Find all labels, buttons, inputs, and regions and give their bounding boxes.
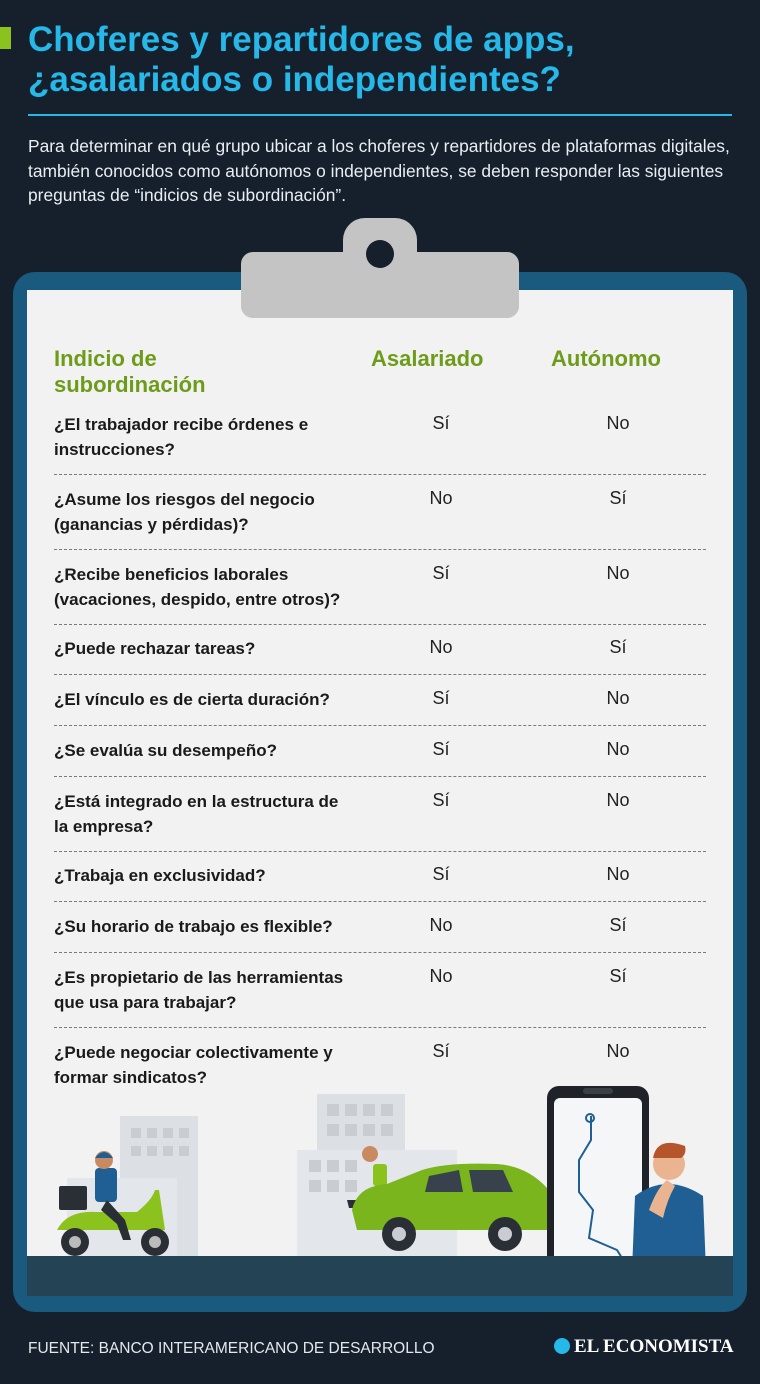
row-autonomo-value: No xyxy=(606,563,630,583)
row-autonomo-value: No xyxy=(606,413,630,433)
header-asalariado: Asalariado xyxy=(371,346,484,371)
page-title: Choferes y repartidores de apps, ¿asalariados o independientes? xyxy=(28,20,575,99)
row-asalariado-value: Sí xyxy=(432,563,450,583)
intro-text: Para determinar en qué grupo ubicar a los choferes y repartidores de plataformas digitales, también conocidos como autónomos o independientes, se deben responder las siguientes preguntas de “indicios de subordinación”. xyxy=(28,136,730,205)
row-autonomo-value: Sí xyxy=(609,966,627,986)
row-asalariado-value: Sí xyxy=(432,1041,450,1061)
row-autonomo-value: No xyxy=(606,688,630,708)
row-question: ¿Es propietario de las herramientas que usa para trabajar? xyxy=(54,968,344,1012)
row-divider xyxy=(54,952,706,953)
row-asalariado-value: No xyxy=(429,915,453,935)
header-indicio: Indicio de subordinación xyxy=(54,346,206,397)
row-asalariado-value: Sí xyxy=(432,413,450,433)
row-divider xyxy=(54,851,706,852)
row-autonomo-value: Sí xyxy=(609,488,627,508)
brand-logo xyxy=(554,1336,734,1358)
row-divider xyxy=(54,674,706,675)
row-question: ¿Se evalúa su desempeño? xyxy=(54,741,277,760)
row-autonomo-value: No xyxy=(606,739,630,759)
header-autonomo: Autónomo xyxy=(551,346,661,371)
row-divider xyxy=(54,725,706,726)
row-question: ¿Trabaja en exclusividad? xyxy=(54,866,266,885)
row-question: ¿Puede rechazar tareas? xyxy=(54,639,256,658)
street-ground xyxy=(27,1256,733,1296)
row-asalariado-value: No xyxy=(429,966,453,986)
row-autonomo-value: No xyxy=(606,1041,630,1061)
row-divider xyxy=(54,901,706,902)
row-autonomo-value: Sí xyxy=(609,915,627,935)
row-asalariado-value: No xyxy=(429,488,453,508)
row-question: ¿El trabajador recibe órdenes e instrucciones? xyxy=(54,415,309,459)
row-autonomo-value: No xyxy=(606,864,630,884)
row-divider xyxy=(54,549,706,550)
el-economista-logo-icon xyxy=(554,1338,570,1354)
row-divider xyxy=(54,1027,706,1028)
row-asalariado-value: Sí xyxy=(432,864,450,884)
row-autonomo-value: Sí xyxy=(609,637,627,657)
row-question: ¿Está integrado en la estructura de la empresa? xyxy=(54,792,339,836)
row-asalariado-value: No xyxy=(429,637,453,657)
row-question: ¿El vínculo es de cierta duración? xyxy=(54,690,330,709)
row-divider xyxy=(54,474,706,475)
row-question: ¿Recibe beneficios laborales (vacaciones, despido, entre otros)? xyxy=(54,565,341,609)
clipboard-clip-hole xyxy=(366,240,394,268)
row-question: ¿Su horario de trabajo es flexible? xyxy=(54,917,333,936)
title-accent-bar xyxy=(0,27,11,49)
row-divider xyxy=(54,776,706,777)
brand-name: EL ECONOMISTA xyxy=(574,1336,734,1357)
row-asalariado-value: Sí xyxy=(432,739,450,759)
row-question: ¿Asume los riesgos del negocio (ganancias y pérdidas)? xyxy=(54,490,315,534)
row-autonomo-value: No xyxy=(606,790,630,810)
row-question: ¿Puede negociar colectivamente y formar sindicatos? xyxy=(54,1043,333,1087)
source-footnote: FUENTE: BANCO INTERAMERICANO DE DESARROLLO xyxy=(28,1340,435,1357)
title-divider xyxy=(28,114,732,116)
row-asalariado-value: Sí xyxy=(432,688,450,708)
row-asalariado-value: Sí xyxy=(432,790,450,810)
row-divider xyxy=(54,624,706,625)
